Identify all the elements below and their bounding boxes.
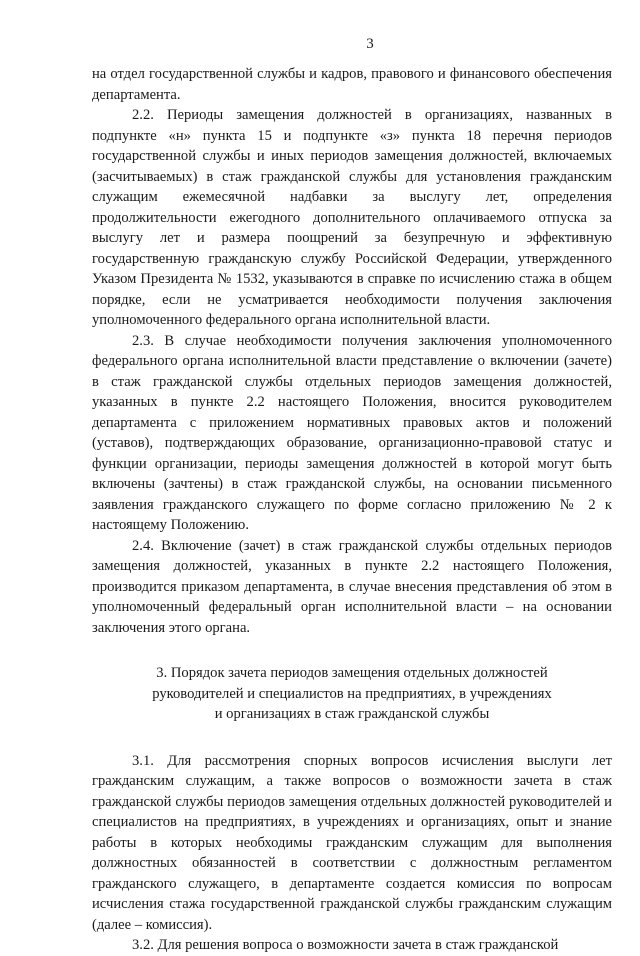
document-body — [92, 64, 612, 956]
paragraph-3-1: 3.1. Для рассмотрения спорных вопросов исчисления выслуги лет гражданским служащим, а также вопросов о возможности зачета в стаж гражданской службы периодов замещения отдельных должностей руководителей и специалистов на предприятиях, в учреждениях и организациях, опыт и знание работы в которых необходимы гражданским служащим для выполнения должностных обязанностей в соответствии с должностным регламентом гражданского служащего, в департаменте создается комиссия по вопросам исчисления стажа государственной гражданской службы гражданским служащим (далее – комиссия). — [92, 752, 612, 933]
paragraph-3-2: 3.2. Для решения вопроса о возможности зачета в стаж гражданской — [132, 937, 559, 953]
paragraph-continuation: на отдел государственной службы и кадров, правового и финансового обеспечения департамента. — [92, 66, 612, 103]
section-3-heading — [92, 663, 612, 725]
paragraph-2-2: 2.2. Периоды замещения должностей в организациях, названных в подпункте «н» пункта 15 и подпункте «з» пункта 18 перечня периодов государственной службы и иных периодов замещения должностей, включаемых (засчитываемых) в стаж гражданской службы для установления гражданским служащим ежемесячной надбавки за выслугу лет, определения продолжительности ежегодного дополнительного оплачиваемого отпуска за выслугу лет и размера поощрений за безупречную и эффективную государственную гражданскую службу Российской Федерации, утвержденного Указом Президента № 1532, указываются в справке по исчислению стажа в общем порядке, если не усматривается необходимости получения заключения уполномоченного федерального органа исполнительной власти. — [92, 107, 612, 328]
section-heading-line: руководителей и специалистов на предприятиях, в учреждениях — [152, 685, 552, 702]
section-heading-line: 3. Порядок зачета периодов замещения отдельных должностей — [156, 665, 548, 681]
paragraph-2-3: 2.3. В случае необходимости получения заключения уполномоченного федерального органа исполнительной власти представление о включении (зачете) в стаж гражданской службы отдельных периодов замещения должностей, указанных в пункте 2.2 настоящего Положения, вносится руководителем департамента с приложением нормативных правовых актов и положений (уставов), подтверждающих образование, организационно-правовой статус и функции организации, периоды замещения должностей в которой могут быть включены (зачтены) в стаж гражданской службы, на основании письменного заявления гражданского служащего по форме согласно приложению № 2 к настоящему Положению. — [92, 332, 612, 533]
section-heading-line: и организациях в стаж гражданской службы — [214, 706, 490, 722]
paragraph-2-4: 2.4. Включение (зачет) в стаж гражданской службы отдельных периодов замещения должностей, указанных в пункте 2.2 настоящего Положения, производится приказом департамента, в случае внесения представления об этом в уполномоченный федеральный орган исполнительной власти – на основании заключения этого органа. — [92, 537, 612, 636]
page-number: 3 — [366, 36, 374, 52]
